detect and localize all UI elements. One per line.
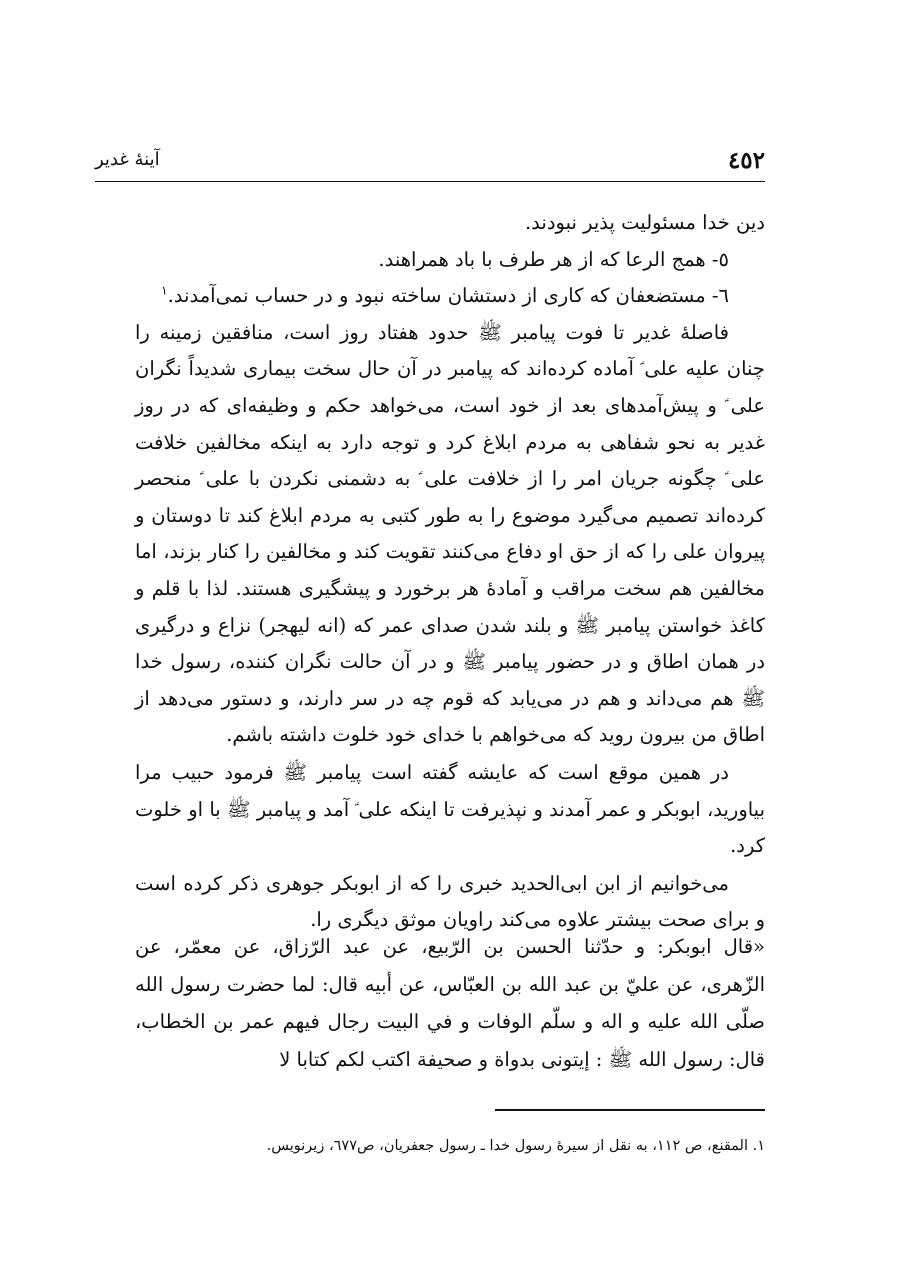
paragraph: فاصلهٔ غدیر تا فوت پیامبر ﷺ حدود هفتاد روز است، منافقین زمینه را چنان علیه علی ؑ آماده کرده‌اند که پیامبر در آن حال سخت بیماری شدیداً نگران علی ؑ و پیش‌آمدهای بعد از خود است، می‌خواهد حکم و وظیفه‌ای که در روز غدیر به نحو شفاهی به مردم ابلاغ کرد و توجه دارد به اینکه مخالفین خلافت علی ؑ چگونه جریان امر را از خلافت علی ؑ به دشمنی نکردن با علی ؑ منحصر کرده‌اند تصمیم می‌گیرد موضوع را به طور کتبی به مردم ابلاغ کند تا دوستان و پیروان علی را که از حق او دفاع می‌کنند تقویت کند و مخالفین را کنار بزند، اما مخالفین هم سخت مراقب و آمادهٔ هر برخورد و پیشگیری هستند. لذا با قلم و کاغذ خواستن پیامبر ﷺ و بلند شدن صدای عمر که (انه لیهجر) نزاع و درگیری در همان اطاق و در حضور پیامبر ﷺ و در آن حالت نگران کننده، رسول خدا ﷺ هم می‌داند و هم در می‌یابد که قوم چه در سر دارند، و دستور می‌دهد از اطاق من بیرون روید که می‌خواهم با خدای خود خلوت داشته باشم. — [135, 320, 765, 747]
list-item-6-text: ٦- مستضعفان که کاری از دستشان ساخته نبود و در حساب نمی‌آمدند. — [167, 284, 729, 308]
running-head: آینهٔ غدیر — [95, 149, 160, 170]
paragraph: در همین موقع است که عایشه گفته است پیامبر ﷺ فرمود حبیب مرا بیاورید، ابوبکر و عمر آمدند و نپذیرفت تا اینکه علی ؑ آمد و پیامبر ﷺ با او خلوت کرد. — [135, 760, 765, 858]
page-number: ٤٥٢ — [727, 147, 765, 174]
main-text — [135, 205, 765, 939]
list-item-5: ٥- همج الرعا که از هر طرف با باد همراهند. — [378, 247, 729, 271]
list-item-6 — [135, 278, 765, 315]
page-header — [95, 145, 765, 182]
text-line: دین خدا مسئولیت پذیر نبودند. — [524, 211, 765, 234]
paragraph: می‌خوانیم از ابن ابی‌الحدید خبری را که از ابوبکر جوهری ذکر کرده است و برای صحت بیشتر علاوه می‌کند راویان موثق دیگری را. — [135, 871, 765, 932]
footnote: ١. المقنع، ص ١١٢، به نقل از سیرهٔ رسول خدا ـ رسول جعفریان، ص٦٧٧، زیرنویس. — [266, 1138, 765, 1154]
quotation-text: «قال ابوبکر: و حدّثنا الحسن بن الرّبیع، عن عبد الرّزاق، عن معمّر، عن الزّهری، عن عليّ بن عبد الله بن العبّاس، عن أبیه قال: لما حضرت رسول الله صلّی الله علیه و اله و سلّم الوفات و في البیت رجال فیهم عمر بن الخطاب، قال: رسول الله ﷺ : إیتونی بدواة و صحیفة اکتب لکم کتابا لا — [135, 935, 765, 1071]
footnote-reference[interactable]: ١ — [161, 283, 168, 298]
footnote-divider — [495, 1109, 765, 1111]
arabic-quotation — [135, 928, 765, 1078]
